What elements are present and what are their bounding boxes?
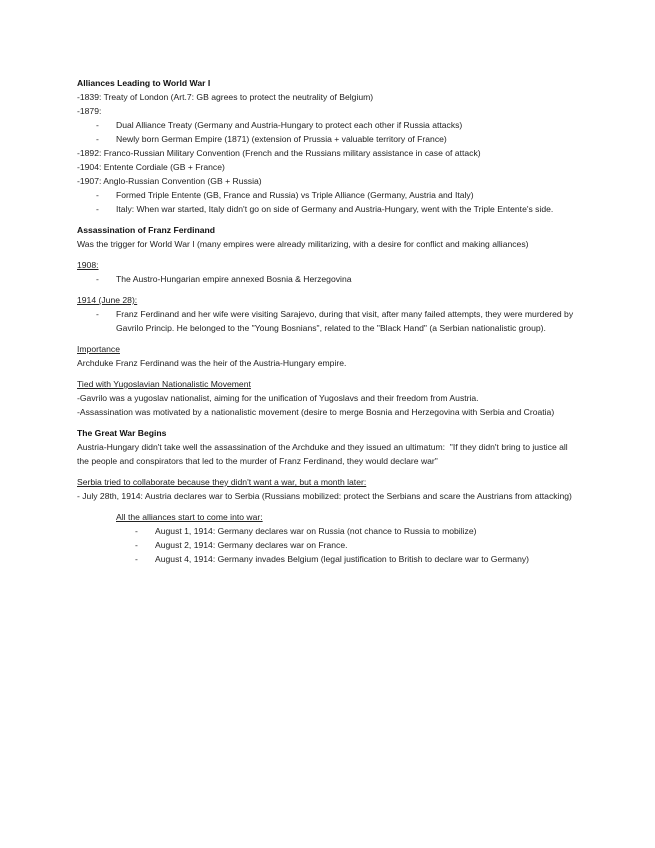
bullet-item: - Dual Alliance Treaty (Germany and Austria-Hungary to protect each other if Russia attacks) bbox=[96, 120, 463, 130]
section-title-great-war: The Great War Begins bbox=[77, 428, 167, 438]
subheading-1914: 1914 (June 28): bbox=[77, 295, 138, 305]
bullet-item: - August 2, 1914: Germany declares war on France. bbox=[135, 540, 348, 550]
section-title-alliances: Alliances Leading to World War I bbox=[77, 78, 211, 88]
bullet-item: - August 1, 1914: Germany declares war on Russia (not chance to Russia to mobilize) bbox=[135, 526, 477, 536]
tied-text-2: -Assassination was motivated by a nationalistic movement (desire to merge Bosnia and Herzegovina with Serbia and Croatia) bbox=[77, 407, 555, 417]
july-entry: - July 28th, 1914: Austria declares war to Serbia (Russians mobilized: protect the Serbians and scare the Austrians from attacking) bbox=[77, 491, 572, 501]
subheading-alliances-war: All the alliances start to come into war: bbox=[116, 512, 263, 522]
bullet-item: - The Austro-Hungarian empire annexed Bosnia & Herzegovina bbox=[96, 274, 352, 284]
bullet-item: - August 4, 1914: Germany invades Belgium (legal justification to British to declare war to Germany) bbox=[135, 554, 530, 564]
bullet-text: August 4, 1914: Germany invades Belgium (legal justification to British to declare war to Germany) bbox=[155, 554, 530, 564]
bullet-item: - Newly born German Empire (1871) (extension of Prussia + valuable territory of France) bbox=[96, 134, 447, 144]
bullet-item: - Formed Triple Entente (GB, France and Russia) vs Triple Alliance (Germany, Austria and Italy) bbox=[96, 190, 474, 200]
entry-1907: -1907: Anglo-Russian Convention (GB + Russia) bbox=[77, 176, 262, 186]
bullet-text: Franz Ferdinand and her wife were visiting Sarajevo, during that visit, after many failed attempts, they were murdered by Gavrilo Princip. He belonged to the "Young Bosnians", related to the "Black Hand" (a Serbian nationalistic group). bbox=[116, 309, 574, 333]
subheading-serbia: Serbia tried to collaborate because they didn't want a war, but a month later: bbox=[77, 477, 367, 487]
subheading-1908: 1908: bbox=[77, 260, 99, 270]
entry-1892: -1892: Franco-Russian Military Convention (French and the Russians military assistance in case of attack) bbox=[77, 148, 481, 158]
tied-text-1: -Gavrilo was a yugoslav nationalist, aiming for the unification of Yugoslavs and their freedom from Austria. bbox=[77, 393, 479, 403]
bullet-text: Formed Triple Entente (GB, France and Russia) vs Triple Alliance (Germany, Austria and Italy) bbox=[116, 190, 474, 200]
section-title-assassination: Assassination of Franz Ferdinand bbox=[77, 225, 215, 235]
bullet-text: Newly born German Empire (1871) (extension of Prussia + valuable territory of France) bbox=[116, 134, 447, 144]
bullet-text: The Austro-Hungarian empire annexed Bosnia & Herzegovina bbox=[116, 274, 352, 284]
entry-1879: -1879: bbox=[77, 106, 102, 116]
document-body bbox=[77, 76, 577, 566]
bullet-item: - Italy: When war started, Italy didn't go on side of Germany and Austria-Hungary, went with the Triple Entente's side. bbox=[96, 204, 554, 214]
great-war-intro: Austria-Hungary didn't take well the assassination of the Archduke and they issued an ultimatum: "If they didn't bring to justice all the people and conspirators that led to the murder of Franz Ferdinand, they would declare war" bbox=[77, 442, 571, 466]
entry-1904: -1904: Entente Cordiale (GB + France) bbox=[77, 162, 225, 172]
importance-text: Archduke Franz Ferdinand was the heir of the Austria-Hungary empire. bbox=[77, 358, 347, 368]
assassination-intro: Was the trigger for World War I (many empires were already militarizing, with a desire for conflict and making alliances) bbox=[77, 239, 529, 249]
bullet-text: August 2, 1914: Germany declares war on France. bbox=[155, 540, 348, 550]
bullet-text: Italy: When war started, Italy didn't go on side of Germany and Austria-Hungary, went with the Triple Entente's side. bbox=[116, 204, 554, 214]
bullet-item: - Franz Ferdinand and her wife were visiting Sarajevo, during that visit, after many failed attempts, they were murdered by Gavrilo Princip. He belonged to the "Young Bosnians", related to the "Black Hand" (a Serbian nationalistic group). bbox=[96, 309, 574, 333]
subheading-tied: Tied with Yugoslavian Nationalistic Movement bbox=[77, 379, 251, 389]
bullet-text: Dual Alliance Treaty (Germany and Austria-Hungary to protect each other if Russia attacks) bbox=[116, 120, 463, 130]
subheading-importance: Importance bbox=[77, 344, 120, 354]
bullet-text: August 1, 1914: Germany declares war on Russia (not chance to Russia to mobilize) bbox=[155, 526, 477, 536]
entry-1839: -1839: Treaty of London (Art.7: GB agrees to protect the neutrality of Belgium) bbox=[77, 92, 374, 102]
